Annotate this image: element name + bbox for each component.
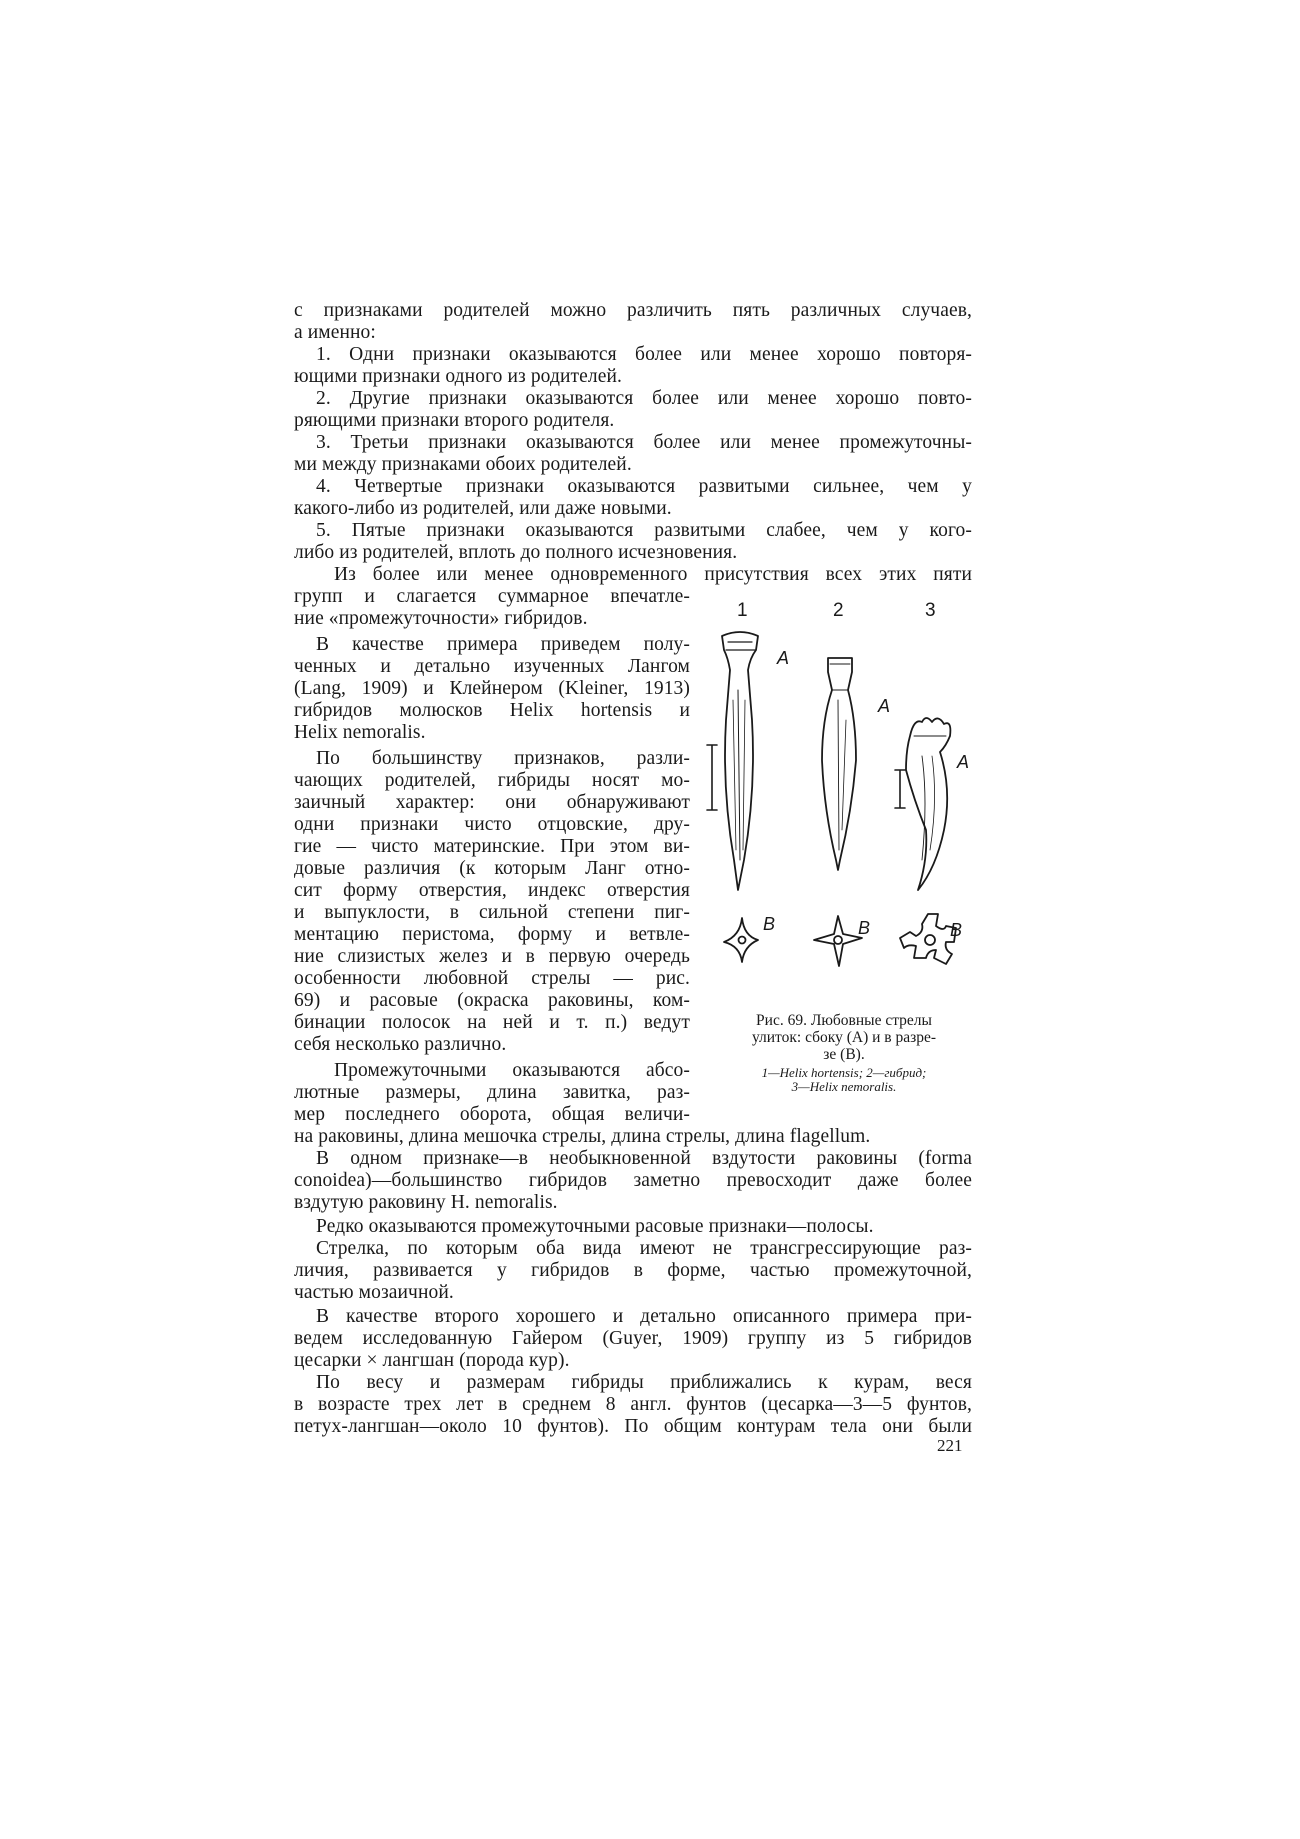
text-line: личия, развивается у гибридов в форме, частью промежуточной, [294,1260,972,1281]
text-line: с признаками родителей можно различить пять различных случаев, [294,300,972,321]
figure-caption [709,1012,979,1063]
cross-section-2 [814,916,862,966]
caption-line: Рис. 69. Любовные стрелы [756,1012,932,1029]
caption-line: зе (B). [823,1046,865,1063]
text-line: лютные размеры, длина завитка, раз- [294,1082,690,1103]
text-line: В одном признаке—в необыкновенной вздутости раковины (forma [316,1148,972,1169]
text-line: бинации полосок на ней и т. п.) ведут [294,1012,690,1033]
text-line: на раковины, длина мешочка стрелы, длина стрелы, длина flagellum. [294,1126,871,1147]
legend-line: 1—Helix hortensis; 2—гибрид; [761,1065,927,1080]
text-line: и выпуклости, в сильной степени пиг- [294,902,690,923]
text-line: ведем исследованную Гайером (Guyer, 1909) группу из 5 гибридов [294,1328,972,1349]
text-line: Промежуточными оказываются абсо- [334,1060,690,1081]
text-line: 5. Пятые признаки оказываются развитыми слабее, чем у кого- [316,520,972,541]
text-line: вздутую раковину H. nemoralis. [294,1192,558,1213]
text-line: По весу и размерам гибриды приближались к курам, веся [316,1372,972,1393]
text-line: особенности любовной стрелы — рис. [294,968,690,989]
text-line: ментацию перистома, форму и ветвле- [294,924,690,945]
text-line: одни признаки чисто отцовские, дру- [294,814,690,835]
legend-line: 3—Helix nemoralis. [791,1079,897,1094]
text-line: какого-либо из родителей, или даже новыми. [294,498,672,519]
text-line: Стрелка, по которым оба вида имеют не трансгрессирующие раз- [316,1238,972,1259]
text-line: заичный характер: они обнаруживают [294,792,690,813]
dart-1-side [722,632,758,890]
text-line: чающих родителей, гибриды носят мо- [294,770,690,791]
label-b-2: B [858,918,871,938]
dart-3-side [906,718,950,890]
label-b-1: B [763,914,776,934]
text-line: (Lang, 1909) и Клейнером (Kleiner, 1913) [294,678,690,699]
dart-2-side [822,658,856,870]
label-a-3: A [957,752,970,772]
text-line: а именно: [294,322,376,343]
text-line: довые различия (к которым Ланг отно- [294,858,690,879]
page-number: 221 [937,1436,963,1455]
text-line: Редко оказываются промежуточными расовые признаки—полосы. [316,1216,874,1237]
figure-number-1: 1 [737,600,748,621]
label-a-2: A [878,696,891,716]
text-line: 2. Другие признаки оказываются более или менее хорошо повто- [316,388,972,409]
text-line: цесарки × лангшан (порода кур). [294,1350,570,1371]
text-line: 4. Четвертые признаки оказываются развитыми сильнее, чем у [316,476,972,497]
text-line: ченных и детально изученных Лангом [294,656,690,677]
figure-legend [709,1066,979,1094]
text-line: 3. Третьи признаки оказываются более или менее промежуточны- [316,432,972,453]
text-line: ние слизистых желез и в первую очередь [294,946,690,967]
text-line: По большинству признаков, разли- [316,748,690,769]
cross-section-3 [900,914,956,964]
caption-line: улиток: сбоку (A) и в разре- [751,1029,937,1046]
text-line: частью мозаичной. [294,1282,454,1303]
scale-bar-1 [707,745,717,810]
text-line: петух-лангшан—около 10 фунтов). По общим контурам тела они были [294,1416,972,1437]
text-line: себя несколько различно. [294,1034,507,1055]
text-line: гибридов молюсков Helix hortensis и [294,700,690,721]
text-line: conoidea)—большинство гибридов заметно превосходит даже более [294,1170,972,1191]
text-line: мер последнего оборота, общая величи- [294,1104,690,1125]
text-line: 69) и расовые (окраска раковины, ком- [294,990,690,1011]
cross-section-1 [724,918,758,962]
text-line: в возрасте трех лет в среднем 8 англ. фунтов (цесарка—3—5 фунтов, [294,1394,972,1415]
label-a-1: A [777,648,790,668]
text-line: либо из родителей, вплоть до полного исчезновения. [294,542,738,563]
figure-number-3: 3 [925,600,936,621]
text-line: гие — чисто материнские. При этом ви- [294,836,690,857]
label-b-3: B [950,920,963,940]
text-line: ми между признаками обоих родителей. [294,454,632,475]
text-line: групп и слагается суммарное впечатле- [294,586,690,607]
text-line: В качестве примера приведем полу- [316,634,690,655]
text-line: ряющими признаки второго родителя. [294,410,615,431]
text-line: 1. Одни признаки оказываются более или менее хорошо повторя- [316,344,972,365]
figure-number-2: 2 [833,600,844,621]
text-line: В качестве второго хорошего и детально описанного примера при- [316,1306,972,1327]
scale-bar-3 [895,770,905,808]
text-line: Из более или менее одновременного присутствия всех этих пяти [334,564,972,585]
text-line: Helix nemoralis. [294,722,426,743]
text-line: ющими признаки одного из родителей. [294,366,622,387]
text-line: сит форму отверстия, индекс отверстия [294,880,690,901]
text-line: ние «промежуточности» гибридов. [294,608,588,629]
